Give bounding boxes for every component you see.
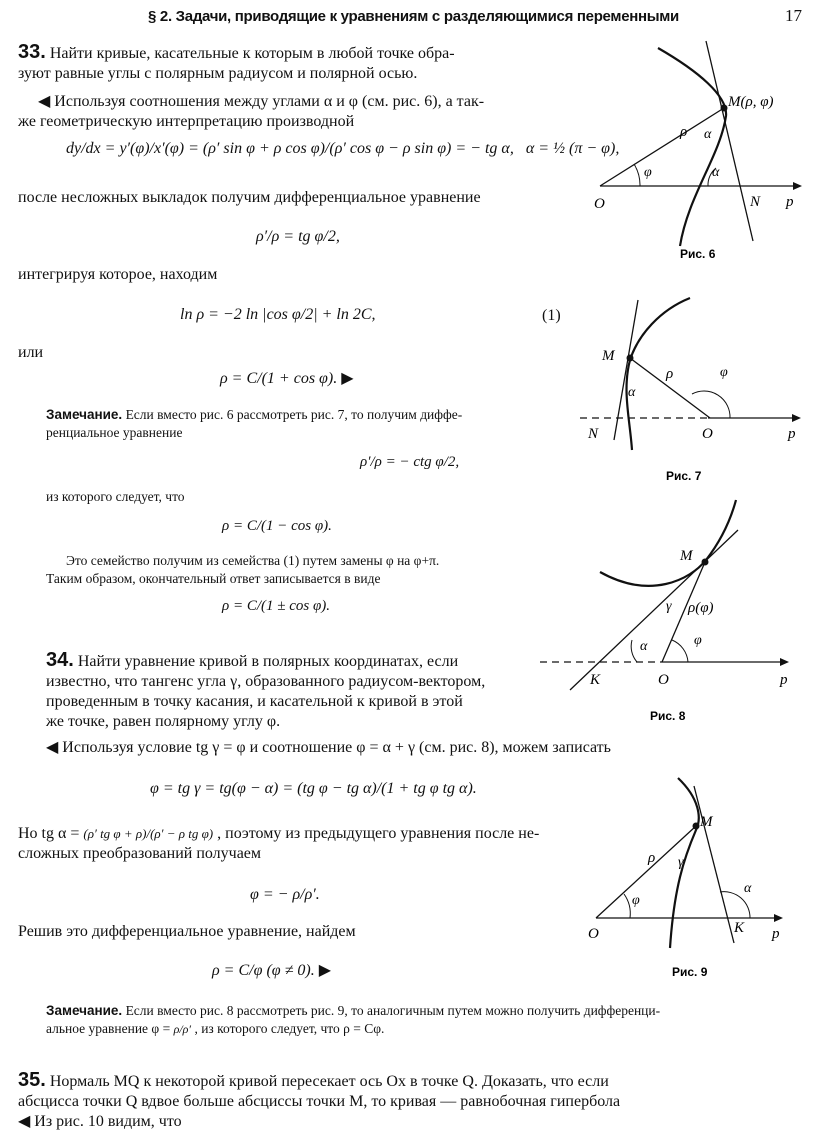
fig7-label: M <box>602 348 615 364</box>
fig6-label: α <box>712 165 720 180</box>
text-line: Если вместо рис. 6 рассмотреть рис. 7, то получим диффе- <box>125 407 463 422</box>
fig9-caption: Рис. 9 <box>672 965 708 979</box>
formula: ρ/ρ′ <box>173 1022 192 1036</box>
fig8-label: O <box>658 672 669 688</box>
text-line: Нормаль MQ к некоторой кривой пересекает ось Ox в точке Q. Доказать, что если <box>49 1073 609 1090</box>
fig6-label: φ <box>644 165 652 180</box>
fig6-label: M(ρ, φ) <box>728 94 774 110</box>
formula: (ρ′ tg φ + ρ)/(ρ′ − ρ tg φ) <box>83 826 214 841</box>
text-line: после несложных выкладок получим дифференциальное уравнение <box>18 189 481 206</box>
text-line: же геометрическую интерпретацию производной <box>18 113 355 130</box>
fig8-label: p <box>780 672 788 688</box>
running-header <box>0 4 814 28</box>
figure-7 <box>580 290 810 490</box>
fig9-label: φ <box>632 893 640 908</box>
text-fragment: альное уравнение φ = <box>46 1021 171 1036</box>
header-title: § 2. Задачи, приводящие к уравнениям с разделяющимися переменными <box>148 8 679 25</box>
note-label: Замечание. <box>46 407 123 422</box>
figure-9 <box>584 768 810 982</box>
problem-33-statement <box>18 42 588 84</box>
fig9-label: α <box>744 881 752 896</box>
fig8-label: K <box>590 672 601 688</box>
fig9-label: M <box>700 814 713 830</box>
fig7-label: α <box>628 385 636 400</box>
text-line: сложных преобразований получаем <box>18 845 262 862</box>
problem-33-solution-intro <box>18 92 588 132</box>
equation-ode-34: φ = − ρ/ρ′. <box>250 886 320 903</box>
fig6-label: α <box>704 127 712 142</box>
figure-8 <box>540 490 810 728</box>
text-line: Это семейство получим из семейства (1) путем замены φ на φ+π. <box>66 553 440 568</box>
text-line: Таким образом, окончательный ответ записывается в виде <box>46 571 381 586</box>
text-line: проведенным в точку касания, и касательной к кривой в этой <box>46 693 463 710</box>
figure-6 <box>588 36 810 266</box>
text-line: Найти кривые, касательные к которым в любой точке обра- <box>49 45 455 62</box>
text-fragment: , из которого следует, что ρ = Cφ. <box>194 1021 385 1036</box>
fig9-label: O <box>588 926 599 942</box>
text-line: Если вместо рис. 8 рассмотреть рис. 9, то аналогичным путем можно получить дифференци- <box>125 1003 661 1018</box>
fig9-label: p <box>772 926 780 942</box>
note-33 <box>46 406 566 442</box>
note-34 <box>46 1002 806 1038</box>
fig9-label: K <box>734 920 745 936</box>
text-line: ◀ Из рис. 10 видим, что <box>18 1113 182 1130</box>
problem-number: 35. <box>18 1069 46 1091</box>
text-line: ренциальное уравнение <box>46 425 183 440</box>
problem-34-statement <box>46 650 536 732</box>
fig7-label: ρ <box>666 366 674 382</box>
note-label: Замечание. <box>46 1003 123 1018</box>
equation-final-33: ρ = C/(1 ± cos φ). <box>222 598 331 614</box>
equation-ode: ρ′/ρ = tg φ/2, <box>256 228 340 245</box>
fig6-label: p <box>786 194 794 210</box>
fig7-caption: Рис. 7 <box>666 469 702 483</box>
fig9-label: ρ <box>648 850 656 866</box>
fig8-label: ρ(φ) <box>688 600 714 616</box>
fig7-label: φ <box>720 365 728 380</box>
fig8-label: M <box>680 548 693 564</box>
text-line: Найти уравнение кривой в полярных координатах, если <box>77 653 459 670</box>
formula: dy/dx = y′(φ)/x′(φ) = (ρ′ sin φ + ρ cos φ)/(ρ′ cos φ − ρ sin φ) = − tg α, <box>66 140 514 157</box>
equation-derivative <box>66 140 619 158</box>
equation-integral: ln ρ = −2 ln |cos φ/2| + ln 2C, <box>180 306 376 323</box>
formula: α = ½ (π − φ), <box>525 140 620 157</box>
equation-final-34: ρ = C/φ (φ ≠ 0). ▶ <box>212 962 332 979</box>
text-line: зуют равные углы с полярным радиусом и полярной осью. <box>18 65 418 82</box>
text-line: же точке, равен полярному углу φ. <box>46 713 281 730</box>
problem-number: 34. <box>46 649 74 671</box>
fig8-label: γ <box>666 599 672 614</box>
text-line: Решив это дифференциальное уравнение, найдем <box>18 923 356 940</box>
fig7-label: N <box>588 426 599 442</box>
text-line: ◀ Используя соотношения между углами α и φ (см. рис. 6), а так- <box>38 93 485 110</box>
equation-number: (1) <box>542 307 561 324</box>
text-line: или <box>18 344 44 361</box>
equation-tangent: φ = tg γ = tg(φ − α) = (tg φ − tg α)/(1 + tg φ tg α). <box>150 780 477 797</box>
text-line: из которого следует, что <box>46 489 185 504</box>
fig8-label: φ <box>694 633 702 648</box>
problem-34-solution-intro <box>46 738 806 758</box>
text-fragment: , поэтому из предыдущего уравнения после не- <box>217 825 540 842</box>
equation-solution-alt: ρ = C/(1 − cos φ). <box>222 518 332 534</box>
text-line: абсцисса точки Q вдвое больше абсциссы точки M, то кривая — равнобочная гипербола <box>18 1093 621 1110</box>
text-line: интегрируя которое, находим <box>18 266 218 283</box>
text-fragment: Но tg α = <box>18 825 80 842</box>
fig6-label: N <box>750 194 761 210</box>
equation-ode-alt: ρ′/ρ = − ctg φ/2, <box>360 454 460 470</box>
problem-34-but <box>18 824 588 864</box>
equation-solution: ρ = C/(1 + cos φ). ▶ <box>220 370 354 387</box>
fig9-label: γ <box>678 855 684 870</box>
fig8-label: α <box>640 639 648 654</box>
note-33-family <box>46 552 566 588</box>
text-line: ◀ Используя условие tg γ = φ и соотношение φ = α + γ (см. рис. 8), можем записать <box>46 739 611 756</box>
fig7-label: O <box>702 426 713 442</box>
problem-35-statement <box>18 1070 808 1132</box>
fig8-caption: Рис. 8 <box>650 709 686 723</box>
fig7-label: p <box>788 426 796 442</box>
fig6-caption: Рис. 6 <box>680 247 716 261</box>
fig6-label: ρ <box>680 124 688 140</box>
problem-number: 33. <box>18 41 46 63</box>
page-number: 17 <box>785 6 802 25</box>
fig6-label: O <box>594 196 605 212</box>
text-line: известно, что тангенс угла γ, образованного радиусом-вектором, <box>46 673 486 690</box>
